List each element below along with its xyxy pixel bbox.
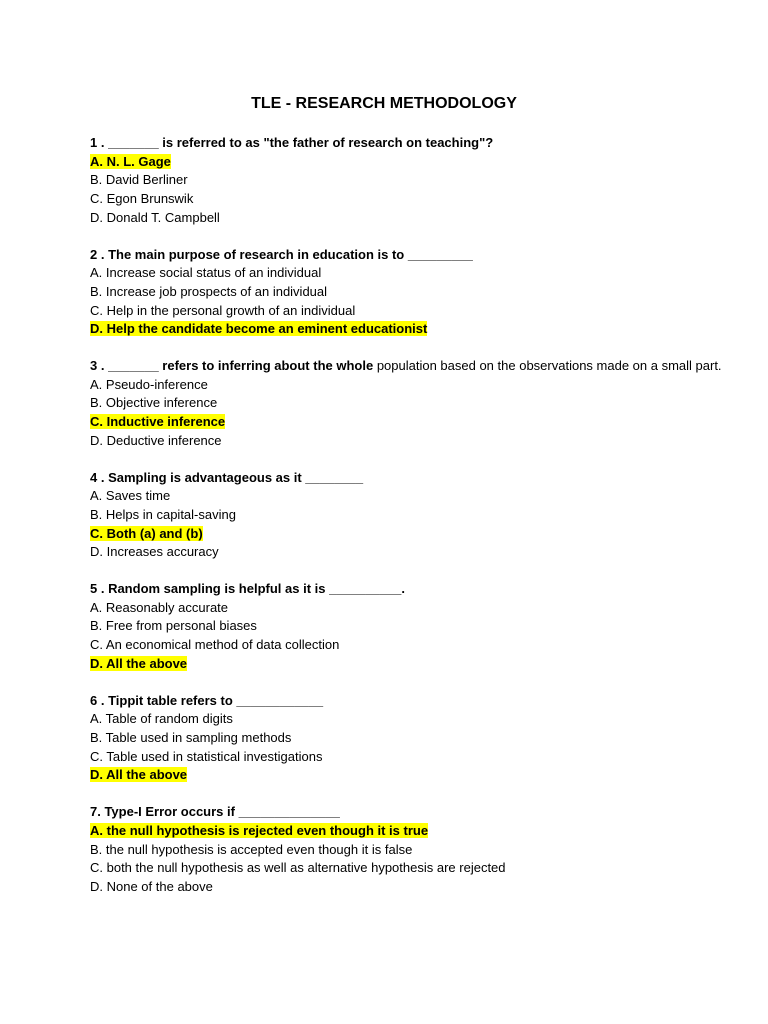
question-stem <box>90 692 730 711</box>
answer-option-text: B. Free from personal biases <box>90 618 257 634</box>
question-stem-text: 3 . _______ refers to inferring about the whole <box>90 358 374 374</box>
question-stem-text: 6 . Tippit table refers to ____________ <box>90 692 324 708</box>
question-3 <box>90 357 730 451</box>
answer-option <box>90 841 730 860</box>
question-stem-text: 5 . Random sampling is helpful as it is __________. <box>90 581 406 597</box>
answer-option-correct <box>90 320 730 339</box>
answer-option <box>90 617 730 636</box>
question-stem <box>90 580 730 599</box>
answer-option <box>90 878 730 897</box>
answer-option-text: A. N. L. Gage <box>90 153 171 169</box>
answer-option-text: A. Saves time <box>90 488 171 504</box>
answer-option-text: D. All the above <box>90 655 188 671</box>
answer-option-text: D. None of the above <box>90 878 213 894</box>
question-6 <box>90 692 730 786</box>
answer-option-text: B. Increase job prospects of an individual <box>90 283 328 299</box>
answer-option-correct <box>90 153 730 172</box>
answer-option-text: C. An economical method of data collection <box>90 637 340 653</box>
answer-option-text: A. Reasonably accurate <box>90 599 229 615</box>
question-stem-text: 1 . _______ is referred to as "the father of research on teaching"? <box>90 135 494 150</box>
answer-option <box>90 599 730 618</box>
answer-option-text: D. Deductive inference <box>90 432 222 448</box>
question-stem <box>90 469 730 488</box>
answer-option <box>90 748 730 767</box>
question-stem <box>90 357 730 376</box>
answer-option-text: B. David Berliner <box>90 172 188 188</box>
answer-option <box>90 190 730 209</box>
answer-option-correct <box>90 525 730 544</box>
answer-option <box>90 859 730 878</box>
answer-option <box>90 264 730 283</box>
question-2 <box>90 246 730 340</box>
question-stem <box>90 134 730 153</box>
question-stem <box>90 803 730 822</box>
answer-option-text: B. Table used in sampling methods <box>90 729 292 745</box>
question-stem-text: 7. Type-I Error occurs if ______________ <box>90 804 340 820</box>
answer-option-text: D. Increases accuracy <box>90 544 219 560</box>
answer-option <box>90 283 730 302</box>
answer-option <box>90 302 730 321</box>
answer-option-text: A. Increase social status of an individual <box>90 265 322 281</box>
answer-option <box>90 636 730 655</box>
answer-option-correct <box>90 822 730 841</box>
answer-option-correct <box>90 655 730 674</box>
answer-option <box>90 171 730 190</box>
answer-option-text: C. both the null hypothesis as well as alternative hypothesis are rejected <box>90 860 506 876</box>
answer-option <box>90 209 730 228</box>
answer-option-text: B. the null hypothesis is accepted even though it is false <box>90 841 413 857</box>
answer-option <box>90 487 730 506</box>
answer-option-text: D. All the above <box>90 767 188 783</box>
answer-option-text: B. Objective inference <box>90 395 218 411</box>
answer-option <box>90 432 730 451</box>
question-stem-continuation: population based on the observations made on a small part. <box>373 358 722 374</box>
question-list <box>90 134 730 915</box>
answer-option-text: A. the null hypothesis is rejected even though it is true <box>90 822 429 838</box>
answer-option <box>90 543 730 562</box>
answer-option-text: C. Help in the personal growth of an individual <box>90 302 356 318</box>
answer-option-text: A. Table of random digits <box>90 711 233 727</box>
answer-option-text: D. Donald T. Campbell <box>90 209 220 225</box>
answer-option-text: C. Table used in statistical investigations <box>90 748 323 764</box>
answer-option <box>90 729 730 748</box>
answer-option <box>90 376 730 395</box>
answer-option-text: C. Both (a) and (b) <box>90 525 203 541</box>
answer-option-text: B. Helps in capital-saving <box>90 506 236 522</box>
question-7 <box>90 803 730 897</box>
question-stem <box>90 246 730 265</box>
answer-option <box>90 710 730 729</box>
question-1 <box>90 134 730 228</box>
answer-option <box>90 394 730 413</box>
question-stem-text: 4 . Sampling is advantageous as it ________ <box>90 469 364 485</box>
answer-option-text: C. Egon Brunswik <box>90 191 194 207</box>
answer-option <box>90 506 730 525</box>
document-title: TLE - RESEARCH METHODOLOGY <box>251 95 517 112</box>
question-stem-text: 2 . The main purpose of research in education is to _________ <box>90 246 473 262</box>
answer-option-text: A. Pseudo-inference <box>90 376 208 392</box>
answer-option-text: C. Inductive inference <box>90 414 226 430</box>
question-4 <box>90 469 730 563</box>
answer-option-correct <box>90 766 730 785</box>
answer-option-text: D. Help the candidate become an eminent educationist <box>90 321 428 337</box>
question-5 <box>90 580 730 674</box>
answer-option-correct <box>90 413 730 432</box>
